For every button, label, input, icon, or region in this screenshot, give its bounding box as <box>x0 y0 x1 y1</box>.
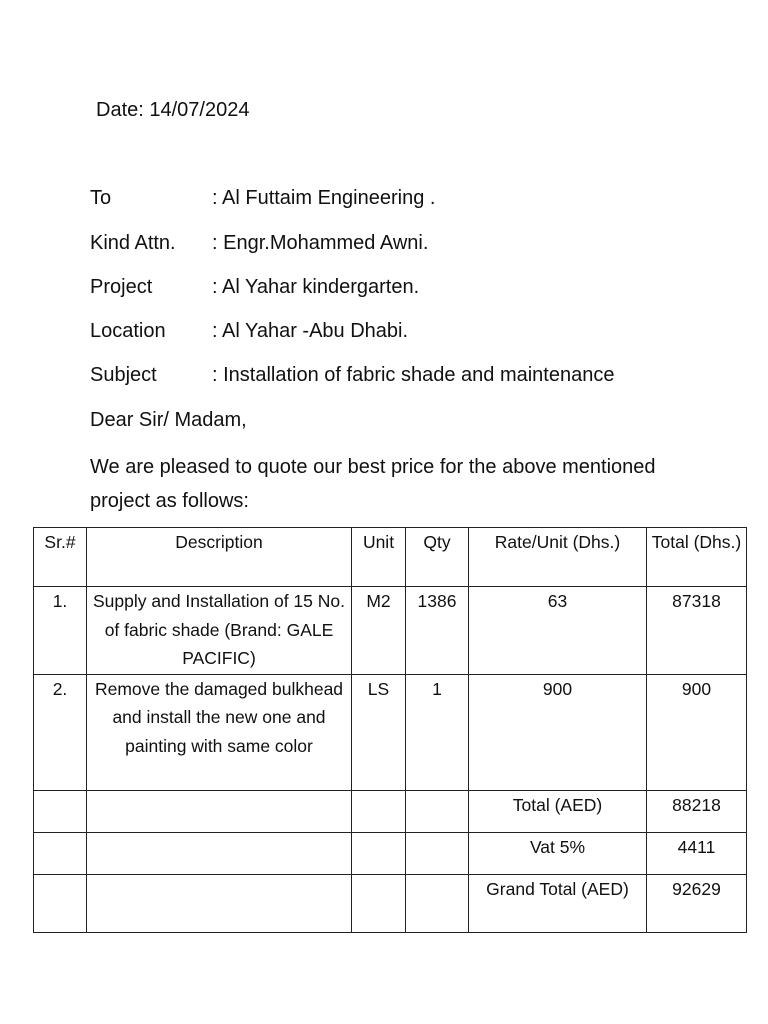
empty-cell <box>406 832 469 874</box>
empty-cell <box>352 790 406 832</box>
table-row <box>34 587 747 675</box>
cell-sr: 2. <box>34 674 87 790</box>
cell-qty: 1386 <box>406 587 469 675</box>
summary-value: 4411 <box>647 832 747 874</box>
empty-cell <box>34 790 87 832</box>
empty-cell <box>406 790 469 832</box>
empty-cell <box>87 790 352 832</box>
empty-cell <box>34 832 87 874</box>
letter-date: Date: 14/07/2024 <box>96 99 250 121</box>
header-sr: Sr.# <box>34 528 87 587</box>
info-label: Kind Attn. <box>90 232 176 254</box>
info-label: To <box>90 187 112 209</box>
empty-cell <box>34 874 87 932</box>
header-total: Total (Dhs.) <box>647 528 747 587</box>
summary-value: 88218 <box>647 790 747 832</box>
empty-cell <box>87 874 352 932</box>
cell-qty: 1 <box>406 674 469 790</box>
summary-label: Grand Total (AED) <box>469 874 647 932</box>
info-value: : Engr.Mohammed Awni. <box>212 232 429 254</box>
empty-cell <box>352 832 406 874</box>
cell-description: Remove the damaged bulkhead and install the new one and painting with same color <box>87 674 352 790</box>
header-rate: Rate/Unit (Dhs.) <box>469 528 647 587</box>
info-location <box>90 317 408 345</box>
summary-row-total <box>34 790 747 832</box>
info-value: : Al Yahar -Abu Dhabi. <box>212 320 409 342</box>
info-label: Subject <box>90 364 157 386</box>
info-value: : Installation of fabric shade and maintenance <box>212 364 615 386</box>
cell-unit: M2 <box>352 587 406 675</box>
cell-rate: 63 <box>469 587 647 675</box>
cell-unit: LS <box>352 674 406 790</box>
table-row <box>34 674 747 790</box>
cell-sr: 1. <box>34 587 87 675</box>
intro-paragraph: We are pleased to quote our best price for the above mentioned project as follows: <box>90 456 656 512</box>
summary-row-vat <box>34 832 747 874</box>
info-label: Location <box>90 320 166 342</box>
info-subject <box>90 361 614 389</box>
info-label: Project <box>90 276 153 298</box>
info-to <box>90 184 435 212</box>
cell-rate: 900 <box>469 674 647 790</box>
cell-total: 900 <box>647 674 747 790</box>
info-kind-attn <box>90 229 428 257</box>
cell-description: Supply and Installation of 15 No. of fabric shade (Brand: GALE PACIFIC) <box>87 587 352 675</box>
summary-label: Total (AED) <box>469 790 647 832</box>
header-description: Description <box>87 528 352 587</box>
empty-cell <box>406 874 469 932</box>
info-value: : Al Futtaim Engineering . <box>212 187 436 209</box>
empty-cell <box>87 832 352 874</box>
info-value: : Al Yahar kindergarten. <box>212 276 420 298</box>
table-header-row <box>34 528 747 587</box>
quotation-table <box>33 527 747 933</box>
empty-cell <box>352 874 406 932</box>
summary-row-grand-total <box>34 874 747 932</box>
summary-value: 92629 <box>647 874 747 932</box>
salutation: Dear Sir/ Madam, <box>90 409 247 431</box>
header-unit: Unit <box>352 528 406 587</box>
info-project <box>90 273 419 301</box>
summary-label: Vat 5% <box>469 832 647 874</box>
cell-total: 87318 <box>647 587 747 675</box>
header-qty: Qty <box>406 528 469 587</box>
